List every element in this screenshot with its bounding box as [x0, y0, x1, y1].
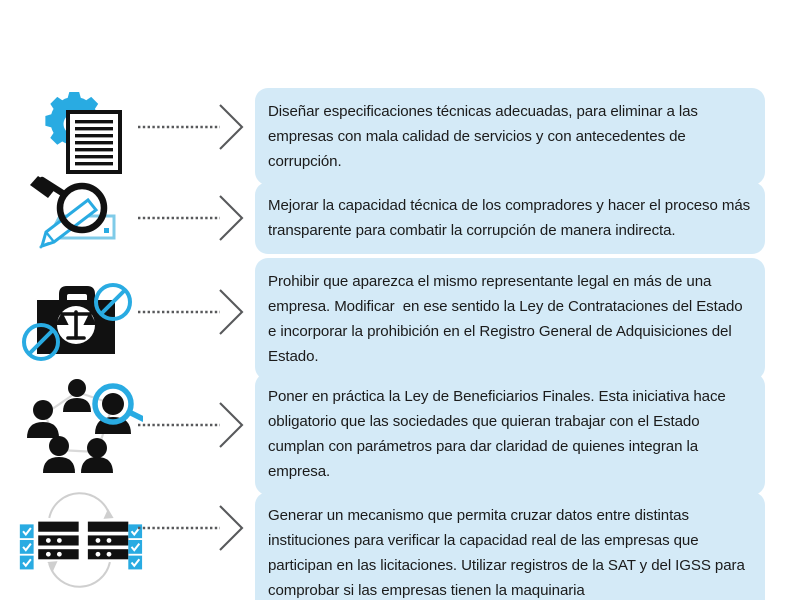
servers-sync-checkmarks-icon — [18, 490, 143, 590]
dashed-arrow-right-icon — [136, 504, 254, 552]
magnifier-pencil-document-icon — [18, 176, 143, 254]
gear-document-icon — [18, 82, 143, 174]
dashed-arrow-right-icon — [136, 288, 254, 336]
recommendation-text-4: Poner en práctica la Ley de Beneficiarios Finales. Esta iniciativa hace obligatorio que las sociedades que quieran trabajar con el Estado cumplan con parámetros para dar claridad de quienes integran la empresa. — [255, 373, 765, 495]
dashed-arrow-right-icon — [136, 103, 254, 151]
recommendation-text-5: Generar un mecanismo que permita cruzar datos entre distintas instituciones para verificar la capacidad real de las empresas que participan en las licitaciones. Utilizar registros de la SAT y del IGSS para comprobar si las empresas tienen la maquinaria — [255, 492, 765, 600]
people-network-magnifier-icon — [18, 372, 143, 474]
dashed-arrow-right-icon — [136, 194, 254, 242]
briefcase-scales-prohibited-icon — [18, 272, 143, 364]
recommendation-text-1: Diseñar especificaciones técnicas adecuadas, para eliminar a las empresas con mala calidad de servicios y con antecedentes de corrupción. — [255, 88, 765, 185]
dashed-arrow-right-icon — [136, 401, 254, 449]
recommendation-text-3: Prohibir que aparezca el mismo representante legal en más de una empresa. Modificar en ese sentido la Ley de Contrataciones del Estado e incorporar la prohibición en el Registro General de Adquisiciones del Estado. — [255, 258, 765, 380]
recommendation-text-2: Mejorar la capacidad técnica de los compradores y hacer el proceso más transparente para combatir la corrupción de manera indirecta. — [255, 182, 765, 254]
